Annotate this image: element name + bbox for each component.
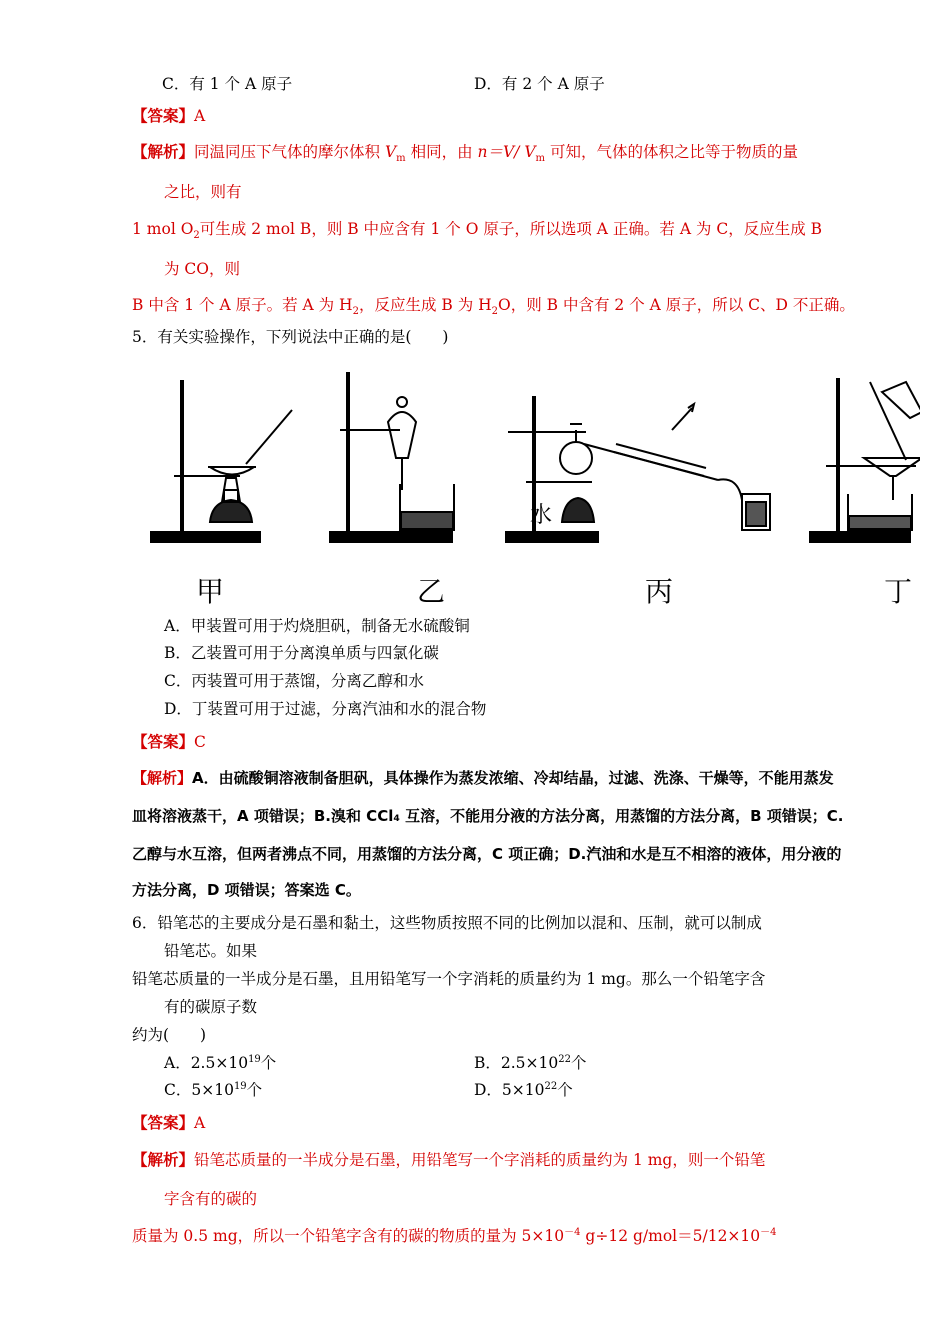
option-unit: 个 [260,1054,277,1072]
option-exp: 22 [544,1080,558,1092]
q4-analysis-line-3 [132,219,823,242]
answer-tag: 【答案】 [132,1113,195,1132]
analysis-formula: n＝V/ V [477,143,536,161]
figure-label-yi: 乙 [417,575,446,608]
analysis-sub: m [535,153,546,165]
option-exp: 19 [233,1080,247,1092]
q5-option-b: B．乙装置可用于分离溴单质与四氯化碳 [164,644,439,662]
figure-label-bing: 丙 [645,575,674,608]
q6-stem-line-3: 铅笔芯质量的一半成分是石墨，且用铅笔写一个字消耗的质量约为 1 mg。那么一个铅笔字含 [132,970,766,988]
analysis-sub: 2 [193,230,200,242]
q4-analysis-line-2: 之比，则有 [164,183,242,201]
q6-analysis-line-2: 字含有的碳的 [164,1190,258,1208]
answer-tag: 【答案】 [132,732,195,751]
option-text: A．2.5×10 [164,1054,249,1072]
q5-option-d: D．丁装置可用于过滤，分离汽油和水的混合物 [164,700,487,718]
analysis-tag: 【解析】 [132,769,193,787]
answer-value: A [194,107,206,125]
analysis-text: A．由硫酸铜溶液制备胆矾，具体操作为蒸发浓缩、冷却结晶，过滤、洗涤、干燥等，不能用蒸发 [192,769,834,787]
analysis-sub: 2 [491,306,499,318]
option-text: C．5×10 [164,1081,234,1099]
q6-stem-line-4: 有的碳原子数 [164,998,258,1016]
apparatus-jia [150,380,292,542]
option-text: D．5×10 [474,1081,545,1099]
analysis-exp: －4 [760,1226,777,1238]
analysis-text: 1 mol O [132,220,194,238]
q5-option-a: A．甲装置可用于灼烧胆矾，制备无水硫酸铜 [164,617,470,635]
analysis-text: 相同，由 [405,143,478,161]
water-label: 水 [530,503,553,528]
analysis-text: O，则 B 中含有 2 个 A 原子，所以 C、D 不正确。 [498,296,855,314]
analysis-sub: 2 [352,306,359,318]
q5-option-c: C．丙装置可用于蒸馏，分离乙醇和水 [164,672,424,690]
analysis-text: 同温同压下气体的摩尔体积 [194,143,385,161]
q6-stem-line-2: 铅笔芯。如果 [164,942,258,960]
q5-analysis-line-4: 方法分离，D 项错误；答案选 C。 [132,881,361,899]
q6-option-c [164,1080,262,1100]
analysis-text: 可知，气体的体积之比等于物质的量 [545,143,798,161]
option-exp: 22 [558,1053,571,1065]
apparatus-yi [330,372,454,542]
q4-answer [132,106,205,126]
q6-analysis-line-3 [132,1226,777,1246]
analysis-text: 铅笔芯质量的一半成分是石墨，用铅笔写一个字消耗的质量约为 1 mg，则一个铅笔 [194,1151,766,1169]
q6-stem-line-1: 6．铅笔芯的主要成分是石墨和黏土，这些物质按照不同的比例加以混和、压制，就可以制成 [132,914,762,932]
answer-value: C [194,733,206,751]
q6-stem-line-5: 约为( ) [132,1026,207,1044]
q5-answer [132,732,206,752]
analysis-text: ，反应生成 B 为 H [358,296,492,314]
analysis-text: g÷12 g/mol＝5/12×10 [580,1227,761,1245]
analysis-exp: －4 [564,1226,581,1238]
figure-label-ding: 丁 [884,575,913,608]
analysis-text: B 中含 1 个 A 原子。若 A 为 H [132,296,353,314]
q4-option-d: D．有 2 个 A 原子 [474,75,605,93]
option-exp: 19 [248,1053,261,1065]
analysis-text: 质量为 0.5 mg，所以一个铅笔字含有的碳的物质的量为 5×10 [132,1227,565,1245]
q4-analysis-line-1 [132,142,798,165]
q4-analysis-line-4: 为 CO，则 [164,260,240,278]
apparatus-figure [150,372,920,610]
q6-option-a [164,1053,276,1073]
q4-analysis-line-5 [132,295,855,318]
apparatus-ding [810,378,920,542]
analysis-tag: 【解析】 [132,142,195,161]
analysis-text: 可生成 2 mol B，则 B 中应含有 1 个 O 原子，所以选项 A 正确。若 A 为 C，反应生成 B [199,220,823,238]
q4-option-c: C．有 1 个 A 原子 [162,75,293,93]
q6-analysis-line-1 [132,1150,765,1170]
figure-label-jia: 甲 [196,575,225,608]
option-unit: 个 [571,1054,587,1072]
answer-value: A [194,1114,206,1132]
answer-tag: 【答案】 [132,106,195,125]
q5-analysis-line-1 [132,768,834,788]
q6-option-d [474,1080,573,1100]
option-unit: 个 [246,1081,263,1099]
q6-option-b [474,1053,587,1073]
q5-analysis-line-2: 皿将溶液蒸干，A 项错误；B.溴和 CCl₄ 互溶，不能用分液的方法分离，用蒸馏的方法分离，B 项错误；C. [132,807,844,825]
q6-answer [132,1113,205,1133]
analysis-vm: V [384,143,397,161]
option-text: B．2.5×10 [474,1054,559,1072]
q5-stem: 5．有关实验操作，下列说法中正确的是( ) [132,328,449,346]
analysis-sub: m [396,153,406,165]
option-unit: 个 [557,1081,573,1099]
analysis-tag: 【解析】 [132,1150,195,1169]
q5-analysis-line-3: 乙醇与水互溶，但两者沸点不同，用蒸馏的方法分离，C 项正确；D.汽油和水是互不相溶的液体，用分液的 [132,845,842,863]
